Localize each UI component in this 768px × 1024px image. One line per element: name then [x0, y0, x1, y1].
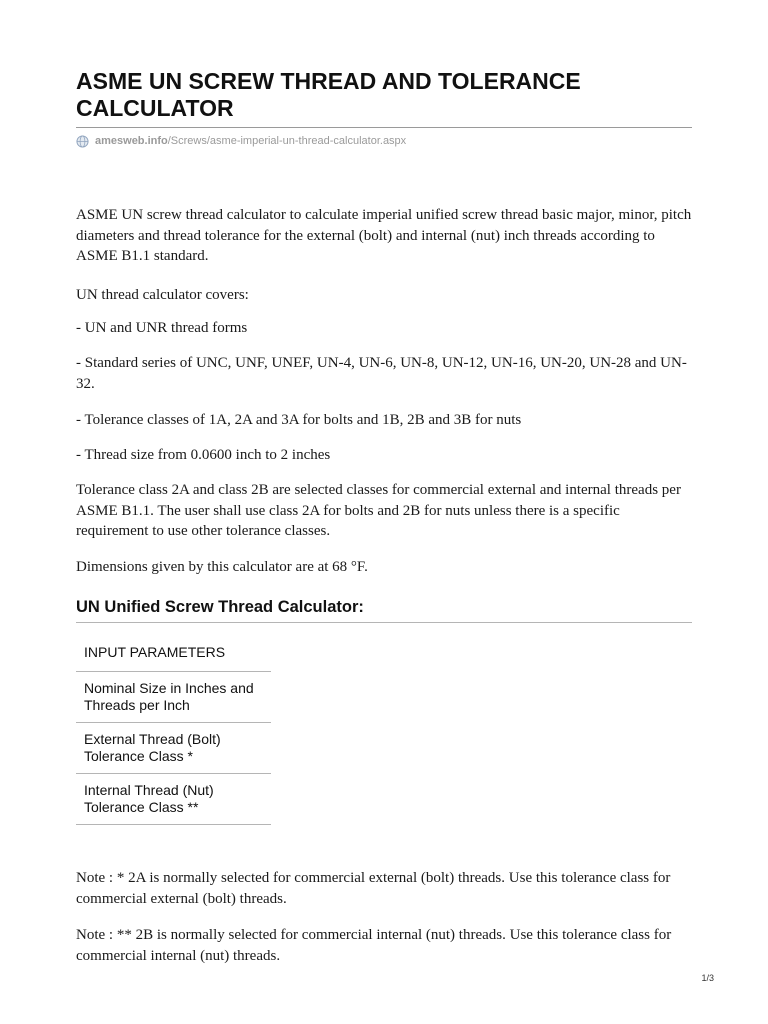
- tolerance-paragraph: Tolerance class 2A and class 2B are selected classes for commercial external and internal threads per ASME B1.1. The user shall use class 2A for bolts and 2B for nuts unless there is a specific requirement to use other tolerance classes.: [76, 482, 681, 539]
- table-header-row: [76, 634, 271, 672]
- source-domain[interactable]: amesweb.info: [95, 135, 168, 147]
- source-path[interactable]: /Screws/asme-imperial-un-thread-calculator.aspx: [167, 135, 407, 147]
- intro-paragraph: ASME UN screw thread calculator to calculate imperial unified screw thread basic major, minor, pitch diameters and thread tolerance for the external (bolt) and internal (nut) inch threads according to ASME B1.1 standard.: [76, 207, 692, 264]
- dimensions-paragraph: Dimensions given by this calculator are at 68 °F.: [76, 559, 368, 575]
- covers-heading: UN thread calculator covers:: [76, 287, 249, 303]
- globe-icon: [76, 135, 89, 148]
- calculator-divider: [76, 622, 692, 623]
- covers-item-tolerance: - Tolerance classes of 1A, 2A and 3A for bolts and 1B, 2B and 3B for nuts: [76, 412, 522, 428]
- covers-item-series: - Standard series of UNC, UNF, UNEF, UN-4, UN-6, UN-8, UN-12, UN-16, UN-20, UN-28 and UN-32.: [76, 355, 687, 392]
- source-line: [76, 133, 406, 149]
- page-number: 1/3: [701, 973, 714, 983]
- table-row: [76, 723, 271, 774]
- table-header-cell: INPUT PARAMETERS: [76, 634, 271, 672]
- external-tolerance-label: External Thread (Bolt) Tolerance Class *: [76, 723, 271, 774]
- internal-tolerance-label: Internal Thread (Nut) Tolerance Class **: [76, 774, 271, 825]
- nominal-size-label: Nominal Size in Inches and Threads per Inch: [76, 672, 271, 723]
- note-internal: Note : ** 2B is normally selected for commercial internal (nut) threads. Use this tolerance class for commercial internal (nut) threads.: [76, 927, 672, 964]
- input-parameters-table: [76, 634, 271, 825]
- table-row: [76, 774, 271, 825]
- page-title: ASME UN SCREW THREAD AND TOLERANCE CALCULATOR: [76, 68, 581, 121]
- covers-item-size: - Thread size from 0.0600 inch to 2 inches: [76, 447, 331, 463]
- title-divider: [76, 127, 692, 128]
- covers-item-forms: - UN and UNR thread forms: [76, 320, 248, 336]
- calculator-heading: UN Unified Screw Thread Calculator:: [76, 598, 364, 616]
- table-row: [76, 672, 271, 723]
- note-external: Note : * 2A is normally selected for commercial external (bolt) threads. Use this tolerance class for commercial external (bolt) threads.: [76, 870, 671, 907]
